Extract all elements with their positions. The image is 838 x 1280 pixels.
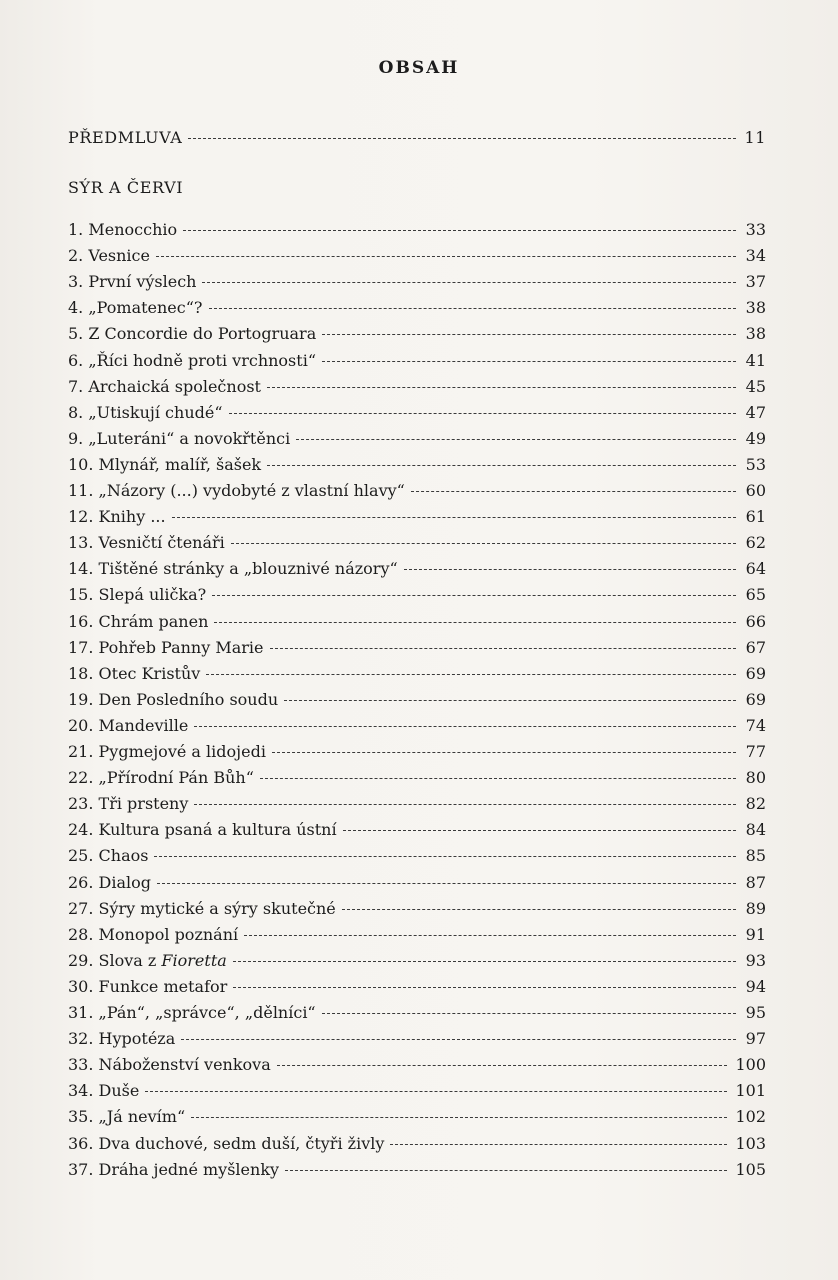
toc-entry — [68, 612, 766, 638]
toc-entry — [68, 559, 766, 585]
toc-entry-page: 80 — [745, 768, 766, 788]
toc-entry-title: 21. Pygmejové a lidojedi — [68, 742, 266, 761]
toc-entry-title: 6. „Říci hodně proti vrchnosti“ — [68, 350, 316, 370]
toc-entry-title: 18. Otec Kristův — [68, 663, 201, 683]
toc-entry — [68, 873, 766, 899]
section-heading: SÝR A ČERVI — [68, 178, 184, 197]
toc-entry-page: 103 — [735, 1133, 766, 1153]
dotted-leader — [277, 1065, 728, 1066]
toc-entry — [68, 507, 766, 533]
dotted-leader — [202, 282, 736, 283]
toc-entry — [68, 925, 766, 951]
dotted-leader — [322, 334, 736, 335]
toc-entry-title: 2. Vesnice — [68, 246, 150, 266]
toc-entry-page: 60 — [745, 481, 766, 500]
dotted-leader — [322, 361, 736, 362]
toc-entry-title: 7. Archaická společnost — [68, 376, 261, 396]
dotted-leader — [212, 595, 736, 596]
toc-entry-page: 37 — [745, 272, 766, 292]
toc-entry-title: 13. Vesničtí čtenáři — [68, 533, 225, 553]
toc-entry-preface — [68, 128, 766, 154]
toc-entry — [68, 899, 766, 925]
dotted-leader — [191, 1117, 727, 1118]
toc-entry — [68, 716, 766, 742]
toc-entry — [68, 272, 766, 298]
dotted-leader — [260, 778, 736, 779]
toc-entry-page: 97 — [745, 1029, 766, 1049]
toc-entry-title: 16. Chrám panen — [68, 611, 209, 631]
toc-entry — [68, 220, 766, 246]
dotted-leader — [181, 1039, 736, 1040]
toc-entry-title: 24. Kultura psaná a kultura ústní — [68, 820, 337, 840]
toc-entry-page: 74 — [745, 715, 766, 735]
toc-entry-title: 8. „Utiskují chudé“ — [68, 402, 223, 422]
dotted-leader — [272, 752, 736, 753]
toc-entry-title: 20. Mandeville — [68, 715, 189, 735]
dotted-leader — [390, 1144, 727, 1145]
toc-entry-page: 64 — [745, 559, 766, 579]
toc-entry — [68, 298, 766, 324]
toc-entry-title: 5. Z Concordie do Portogruara — [68, 324, 317, 344]
toc-entry — [68, 351, 766, 377]
dotted-leader — [145, 1091, 727, 1092]
dotted-leader — [183, 230, 736, 231]
toc-entry-title: 4. „Pomatenec“? — [68, 298, 203, 318]
dotted-leader — [411, 491, 736, 492]
toc-entry-title: 9. „Luteráni“ a novokřtěnci — [68, 428, 291, 448]
dotted-leader — [156, 256, 736, 257]
toc-entry-page: 66 — [745, 611, 766, 631]
toc-entry-title: 15. Slepá ulička? — [68, 585, 207, 605]
toc-entry — [68, 1055, 766, 1081]
toc-entry-title: 34. Duše — [68, 1081, 140, 1101]
toc-entry-page: 100 — [735, 1055, 766, 1075]
toc-entry-title: 37. Dráha jedné myšlenky — [68, 1159, 280, 1179]
toc-entry-page: 38 — [745, 298, 766, 318]
toc-entry-page: 77 — [745, 742, 766, 761]
toc-entry — [68, 403, 766, 429]
dotted-leader — [342, 909, 736, 910]
toc-entry-page: 38 — [745, 324, 766, 344]
toc-entry — [68, 246, 766, 272]
toc-entry-page: 45 — [745, 376, 766, 396]
dotted-leader — [194, 726, 736, 727]
toc-entry-page: 82 — [745, 794, 766, 814]
toc-entry-page: 69 — [745, 689, 766, 709]
toc-entry-page: 69 — [745, 663, 766, 683]
toc-entry-page: 41 — [745, 350, 766, 370]
dotted-leader — [244, 935, 736, 936]
dotted-leader — [172, 517, 736, 518]
toc-entry-page: 93 — [745, 950, 766, 970]
toc-entry — [68, 481, 766, 507]
toc-entry-page: 53 — [745, 454, 766, 474]
page-title: OBSAH — [378, 58, 460, 78]
toc-entry-page: 94 — [745, 976, 766, 996]
toc-entry-page: 101 — [735, 1081, 766, 1101]
toc-entry-page: 33 — [745, 220, 766, 239]
toc-entry — [68, 794, 766, 820]
toc-entry-title: 25. Chaos — [68, 846, 149, 866]
toc-entry-title: 36. Dva duchové, sedm duší, čtyři živly — [68, 1133, 385, 1153]
dotted-leader — [270, 648, 736, 649]
toc-entry-title: PŘEDMLUVA — [68, 128, 183, 147]
toc-entry — [68, 977, 766, 1003]
toc-entry — [68, 846, 766, 872]
dotted-leader — [194, 804, 736, 805]
toc-entry-page: 85 — [745, 846, 766, 866]
toc-entry-title: 26. Dialog — [68, 872, 152, 892]
toc-entry-title: 10. Mlynář, malíř, šašek — [68, 454, 262, 474]
toc-entry-title-prefix: 29. Slova z — [68, 950, 162, 970]
toc-entry-page: 62 — [745, 533, 766, 553]
dotted-leader — [154, 856, 736, 857]
toc-entry-title: 11. „Názory (...) vydobyté z vlastní hlavy“ — [68, 481, 405, 500]
toc-entry-page: 102 — [735, 1107, 766, 1127]
toc-entry-title — [68, 951, 227, 970]
toc-entry-page: 47 — [745, 402, 766, 422]
toc-entry — [68, 1134, 766, 1160]
toc-entry-page: 65 — [745, 585, 766, 605]
dotted-leader — [209, 308, 737, 309]
toc-entry-page: 11 — [744, 128, 766, 147]
toc-entry-page: 61 — [745, 507, 766, 527]
toc-entry-title: 19. Den Posledního soudu — [68, 689, 279, 709]
toc-entry-title: 17. Pohřeb Panny Marie — [68, 637, 264, 657]
toc-entry — [68, 455, 766, 481]
toc-entry-title: 33. Náboženství venkova — [68, 1055, 271, 1075]
dotted-leader — [233, 987, 736, 988]
toc-entry — [68, 1107, 766, 1133]
toc-entry — [68, 768, 766, 794]
toc-entry-title: 22. „Přírodní Pán Bůh“ — [68, 768, 254, 788]
dotted-leader — [267, 387, 736, 388]
toc-entry — [68, 585, 766, 611]
toc-entry — [68, 1003, 766, 1029]
dotted-leader — [229, 413, 736, 414]
dotted-leader — [214, 622, 736, 623]
toc-entry — [68, 429, 766, 455]
toc-entry-page: 95 — [745, 1003, 766, 1022]
dotted-leader — [157, 883, 736, 884]
dotted-leader — [206, 674, 736, 675]
toc-entry-page: 34 — [745, 246, 766, 266]
toc-entry-title: 31. „Pán“, „správce“, „dělníci“ — [68, 1003, 316, 1022]
dotted-leader — [343, 830, 736, 831]
toc-entry-title: 30. Funkce metafor — [68, 976, 228, 996]
toc-entry — [68, 742, 766, 768]
dotted-leader — [322, 1013, 736, 1014]
toc-entry — [68, 690, 766, 716]
toc-entry-title: 23. Tři prsteny — [68, 794, 189, 814]
toc-entry — [68, 324, 766, 350]
dotted-leader — [284, 700, 736, 701]
dotted-leader — [233, 961, 736, 962]
toc-entry-title: 27. Sýry mytické a sýry skutečné — [68, 898, 336, 918]
toc-entry-page: 49 — [745, 428, 766, 448]
toc-entry — [68, 533, 766, 559]
dotted-leader — [267, 465, 736, 466]
toc-entry-title: 28. Monopol poznání — [68, 924, 239, 944]
toc-entry-page: 87 — [745, 872, 766, 892]
toc-entry — [68, 638, 766, 664]
toc-entry — [68, 1029, 766, 1055]
toc-entry-page: 91 — [745, 924, 766, 944]
toc-entry — [68, 820, 766, 846]
toc-entry-page: 89 — [745, 898, 766, 918]
dotted-leader — [404, 569, 736, 570]
dotted-leader — [296, 439, 736, 440]
toc-entry-title: 12. Knihy ... — [68, 507, 166, 527]
toc-entry — [68, 1160, 766, 1186]
toc-entry-title: 32. Hypotéza — [68, 1029, 176, 1049]
toc-entry — [68, 664, 766, 690]
toc-entry-title-italic: Fioretta — [161, 950, 227, 970]
toc-entry — [68, 377, 766, 403]
toc-entry-title: 1. Menocchio — [68, 220, 178, 239]
toc-entry-title: 3. První výslech — [68, 272, 197, 292]
toc-entry-page: 105 — [735, 1159, 766, 1179]
toc-entry-title: 14. Tištěné stránky a „blouznivé názory“ — [68, 559, 398, 579]
dotted-leader — [231, 543, 736, 544]
toc-entry-page: 84 — [745, 820, 766, 840]
dotted-leader — [188, 138, 736, 139]
toc-entry — [68, 951, 766, 977]
toc-entry-title: 35. „Já nevím“ — [68, 1107, 186, 1127]
toc-entry — [68, 1081, 766, 1107]
dotted-leader — [285, 1170, 727, 1171]
toc-entry-page: 67 — [745, 637, 766, 657]
